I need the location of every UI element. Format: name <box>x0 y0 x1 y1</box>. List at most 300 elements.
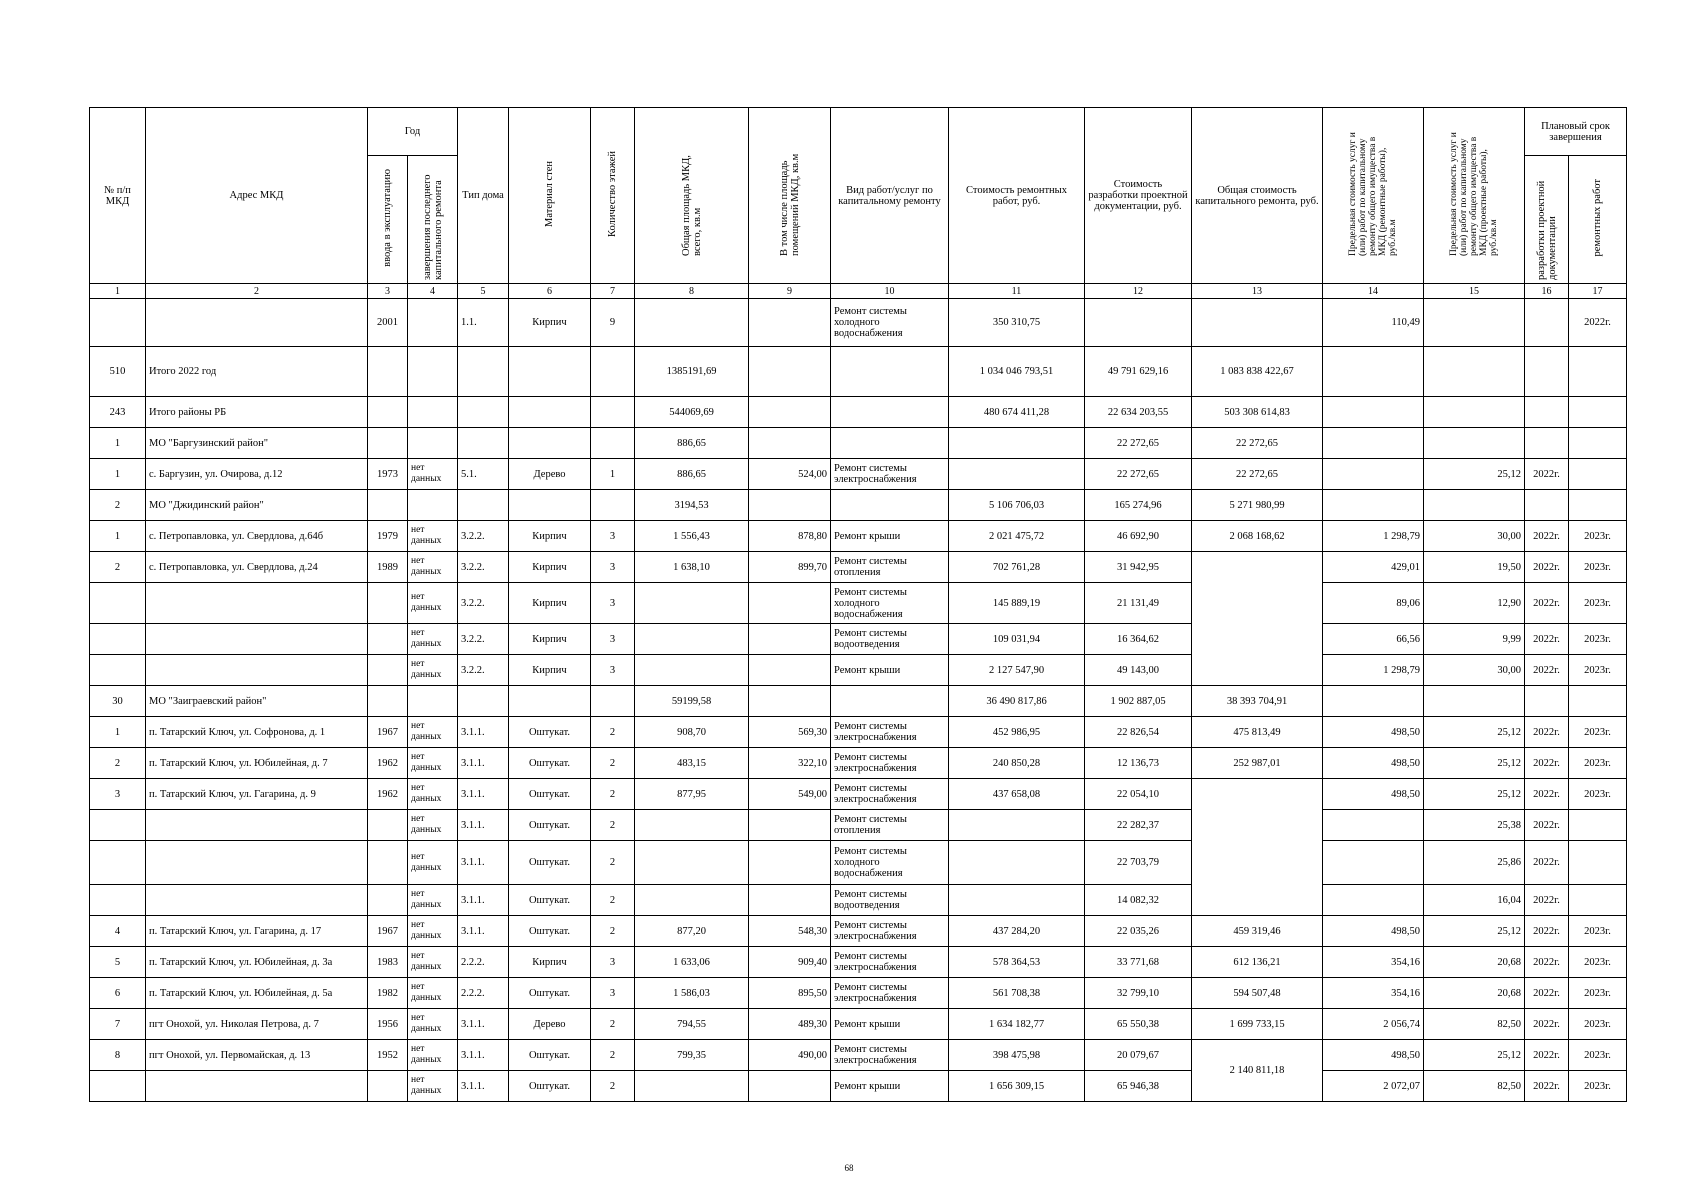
row-deadline-design <box>1525 299 1569 347</box>
col-number: 6 <box>509 284 591 299</box>
row-deadline-design: 2022г. <box>1525 552 1569 583</box>
row-premises-area: 878,80 <box>749 521 831 552</box>
row-limit-design: 25,12 <box>1424 717 1525 748</box>
row-deadline-design: 2022г. <box>1525 916 1569 947</box>
col-number: 10 <box>831 284 949 299</box>
row-address: пгт Онохой, ул. Первомайская, д. 13 <box>146 1040 368 1071</box>
row-limit-design: 25,12 <box>1424 916 1525 947</box>
row-year-last-repair <box>408 397 458 428</box>
row-deadline-repair: 2023г. <box>1569 779 1627 810</box>
row-work-type <box>831 347 949 397</box>
row-address <box>146 810 368 841</box>
row-address <box>146 583 368 624</box>
row-design-cost: 22 054,10 <box>1085 779 1192 810</box>
row-total-cost: 5 271 980,99 <box>1192 490 1323 521</box>
row-year-commission <box>368 841 408 885</box>
row-work-type: Ремонт системы электроснабжения <box>831 916 949 947</box>
row-premises-area <box>749 583 831 624</box>
row-year-commission: 1962 <box>368 748 408 779</box>
row-total-area <box>635 1071 749 1102</box>
row-year-last-repair: нет данных <box>408 1040 458 1071</box>
row-limit-design: 16,04 <box>1424 885 1525 916</box>
row-deadline-repair: 2023г. <box>1569 521 1627 552</box>
row-total-area: 1 586,03 <box>635 978 749 1009</box>
row-repair-cost: 561 708,38 <box>949 978 1085 1009</box>
row-limit-repair: 429,01 <box>1323 552 1424 583</box>
row-wall-material: Кирпич <box>509 583 591 624</box>
row-design-cost: 12 136,73 <box>1085 748 1192 779</box>
header-limit-design: Предельная стоимость услуг и (или) работ по капитальному ремонту общего имущества в МКД (проектные работы), руб./кв.м <box>1424 108 1525 284</box>
row-house-type: 3.1.1. <box>458 885 509 916</box>
row-floors: 2 <box>591 841 635 885</box>
row-work-type <box>831 397 949 428</box>
row-house-type: 3.1.1. <box>458 1009 509 1040</box>
row-limit-repair: 498,50 <box>1323 1040 1424 1071</box>
table-row <box>90 717 1627 748</box>
row-wall-material: Оштукат. <box>509 1071 591 1102</box>
row-limit-design: 25,12 <box>1424 779 1525 810</box>
row-wall-material: Оштукат. <box>509 978 591 1009</box>
row-total-area: 799,35 <box>635 1040 749 1071</box>
row-repair-cost: 437 658,08 <box>949 779 1085 810</box>
row-repair-cost: 452 986,95 <box>949 717 1085 748</box>
col-number: 14 <box>1323 284 1424 299</box>
row-work-type: Ремонт крыши <box>831 1009 949 1040</box>
row-work-type: Ремонт системы электроснабжения <box>831 779 949 810</box>
row-address: п. Татарский Ключ, ул. Софронова, д. 1 <box>146 717 368 748</box>
row-repair-cost <box>949 885 1085 916</box>
row-work-type: Ремонт системы отопления <box>831 552 949 583</box>
row-total-cost: 503 308 614,83 <box>1192 397 1323 428</box>
row-total-area <box>635 655 749 686</box>
row-wall-material: Оштукат. <box>509 717 591 748</box>
col-number: 16 <box>1525 284 1569 299</box>
row-year-last-repair: нет данных <box>408 779 458 810</box>
row-limit-design <box>1424 299 1525 347</box>
header-deadline: Плановый срок завершения <box>1525 108 1627 156</box>
row-premises-area <box>749 624 831 655</box>
row-floors: 2 <box>591 1040 635 1071</box>
col-number: 1 <box>90 284 146 299</box>
row-address: п. Татарский Ключ, ул. Гагарина, д. 9 <box>146 779 368 810</box>
row-total-cost: 612 136,21 <box>1192 947 1323 978</box>
row-work-type: Ремонт системы водоотведения <box>831 624 949 655</box>
row-year-last-repair: нет данных <box>408 552 458 583</box>
row-premises-area: 548,30 <box>749 916 831 947</box>
row-total-cost: 594 507,48 <box>1192 978 1323 1009</box>
row-deadline-repair: 2023г. <box>1569 978 1627 1009</box>
row-wall-material: Дерево <box>509 459 591 490</box>
row-limit-repair: 498,50 <box>1323 717 1424 748</box>
header-deadline-repair: ремонтных работ <box>1569 156 1627 284</box>
row-number: 30 <box>90 686 146 717</box>
row-floors: 2 <box>591 1009 635 1040</box>
row-design-cost: 20 079,67 <box>1085 1040 1192 1071</box>
row-work-type: Ремонт крыши <box>831 1071 949 1102</box>
row-total-cost: 1 699 733,15 <box>1192 1009 1323 1040</box>
row-house-type: 3.2.2. <box>458 583 509 624</box>
header-design-cost: Стоимость разработки проектной документации, руб. <box>1085 108 1192 284</box>
row-repair-cost: 240 850,28 <box>949 748 1085 779</box>
row-work-type: Ремонт системы холодного водоснабжения <box>831 299 949 347</box>
row-year-last-repair: нет данных <box>408 1009 458 1040</box>
col-number: 2 <box>146 284 368 299</box>
row-total-cost: 2 068 168,62 <box>1192 521 1323 552</box>
row-year-last-repair <box>408 299 458 347</box>
row-number: 3 <box>90 779 146 810</box>
table-row <box>90 841 1627 885</box>
row-limit-design: 9,99 <box>1424 624 1525 655</box>
row-limit-design <box>1424 490 1525 521</box>
row-year-commission <box>368 428 408 459</box>
row-year-commission <box>368 397 408 428</box>
row-address <box>146 841 368 885</box>
row-floors: 2 <box>591 1071 635 1102</box>
row-limit-design: 25,12 <box>1424 748 1525 779</box>
row-total-area: 483,15 <box>635 748 749 779</box>
row-house-type: 3.1.1. <box>458 916 509 947</box>
row-year-commission <box>368 490 408 521</box>
row-deadline-design: 2022г. <box>1525 1040 1569 1071</box>
row-limit-design <box>1424 397 1525 428</box>
row-limit-design: 82,50 <box>1424 1009 1525 1040</box>
row-work-type: Ремонт системы водоотведения <box>831 885 949 916</box>
col-number: 5 <box>458 284 509 299</box>
row-premises-area <box>749 1071 831 1102</box>
row-year-last-repair: нет данных <box>408 885 458 916</box>
row-repair-cost: 2 127 547,90 <box>949 655 1085 686</box>
row-total-area <box>635 885 749 916</box>
row-total-area: 59199,58 <box>635 686 749 717</box>
row-deadline-repair: 2023г. <box>1569 1040 1627 1071</box>
row-number <box>90 841 146 885</box>
row-house-type: 3.2.2. <box>458 624 509 655</box>
row-total-area: 886,65 <box>635 428 749 459</box>
row-total-area <box>635 583 749 624</box>
row-work-type: Ремонт системы электроснабжения <box>831 1040 949 1071</box>
row-deadline-repair <box>1569 459 1627 490</box>
row-limit-repair <box>1323 810 1424 841</box>
row-premises-area <box>749 841 831 885</box>
row-year-last-repair: нет данных <box>408 947 458 978</box>
row-deadline-repair <box>1569 347 1627 397</box>
row-address <box>146 885 368 916</box>
row-limit-repair: 1 298,79 <box>1323 521 1424 552</box>
row-deadline-design: 2022г. <box>1525 885 1569 916</box>
row-number: 8 <box>90 1040 146 1071</box>
row-deadline-design: 2022г. <box>1525 947 1569 978</box>
row-total-area: 1 638,10 <box>635 552 749 583</box>
row-house-type: 2.2.2. <box>458 947 509 978</box>
row-house-type: 3.2.2. <box>458 552 509 583</box>
row-design-cost: 22 035,26 <box>1085 916 1192 947</box>
row-repair-cost <box>949 841 1085 885</box>
row-floors <box>591 347 635 397</box>
row-number: 5 <box>90 947 146 978</box>
row-address: с. Петропавловка, ул. Свердлова, д.64б <box>146 521 368 552</box>
row-limit-repair: 354,16 <box>1323 947 1424 978</box>
row-number: 6 <box>90 978 146 1009</box>
row-repair-cost: 1 034 046 793,51 <box>949 347 1085 397</box>
row-design-cost: 22 282,37 <box>1085 810 1192 841</box>
row-floors <box>591 490 635 521</box>
row-limit-repair <box>1323 841 1424 885</box>
row-work-type: Ремонт крыши <box>831 521 949 552</box>
table-row <box>90 810 1627 841</box>
header-year: Год <box>368 108 458 156</box>
row-deadline-design: 2022г. <box>1525 748 1569 779</box>
row-deadline-design: 2022г. <box>1525 1071 1569 1102</box>
row-house-type: 1.1. <box>458 299 509 347</box>
table-row <box>90 428 1627 459</box>
table-row <box>90 583 1627 624</box>
table-row <box>90 347 1627 397</box>
row-house-type: 5.1. <box>458 459 509 490</box>
row-limit-design: 25,86 <box>1424 841 1525 885</box>
row-floors: 3 <box>591 552 635 583</box>
row-limit-repair: 2 056,74 <box>1323 1009 1424 1040</box>
row-design-cost: 22 272,65 <box>1085 459 1192 490</box>
row-house-type: 3.1.1. <box>458 841 509 885</box>
row-year-commission: 1973 <box>368 459 408 490</box>
row-house-type: 3.2.2. <box>458 655 509 686</box>
row-deadline-repair: 2023г. <box>1569 1071 1627 1102</box>
row-address: Итого 2022 год <box>146 347 368 397</box>
row-address <box>146 655 368 686</box>
row-floors <box>591 397 635 428</box>
col-number: 15 <box>1424 284 1525 299</box>
row-repair-cost: 1 634 182,77 <box>949 1009 1085 1040</box>
row-repair-cost: 1 656 309,15 <box>949 1071 1085 1102</box>
row-total-area <box>635 299 749 347</box>
row-design-cost: 22 826,54 <box>1085 717 1192 748</box>
row-limit-design <box>1424 347 1525 397</box>
table-row <box>90 916 1627 947</box>
row-deadline-design: 2022г. <box>1525 624 1569 655</box>
row-house-type <box>458 397 509 428</box>
col-number: 11 <box>949 284 1085 299</box>
row-deadline-repair <box>1569 841 1627 885</box>
row-number: 2 <box>90 748 146 779</box>
row-limit-repair: 2 072,07 <box>1323 1071 1424 1102</box>
row-floors: 3 <box>591 655 635 686</box>
row-year-commission <box>368 624 408 655</box>
header-deadline-design: разработки проектной документации <box>1525 156 1569 284</box>
row-number: 1 <box>90 459 146 490</box>
row-deadline-design <box>1525 428 1569 459</box>
row-deadline-repair: 2023г. <box>1569 655 1627 686</box>
row-year-commission: 1982 <box>368 978 408 1009</box>
row-work-type <box>831 428 949 459</box>
header-total-area: Общая площадь МКД, всего, кв.м <box>635 108 749 284</box>
row-deadline-repair: 2023г. <box>1569 916 1627 947</box>
row-year-last-repair <box>408 490 458 521</box>
row-wall-material: Кирпич <box>509 552 591 583</box>
header-year-last-repair: завершения последнего капитального ремонта <box>408 156 458 284</box>
row-total-cost: 22 272,65 <box>1192 428 1323 459</box>
col-number: 3 <box>368 284 408 299</box>
row-number <box>90 624 146 655</box>
row-design-cost: 1 902 887,05 <box>1085 686 1192 717</box>
row-year-commission: 1962 <box>368 779 408 810</box>
row-number: 1 <box>90 428 146 459</box>
table-body <box>90 299 1627 1102</box>
row-address: МО "Джидинский район" <box>146 490 368 521</box>
row-house-type: 3.1.1. <box>458 810 509 841</box>
row-premises-area <box>749 490 831 521</box>
header-limit-repair: Предельная стоимость услуг и (или) работ по капитальному ремонту общего имущества в МКД (ремонтные работы), руб./кв.м <box>1323 108 1424 284</box>
row-design-cost: 21 131,49 <box>1085 583 1192 624</box>
row-house-type: 3.1.1. <box>458 748 509 779</box>
row-premises-area: 909,40 <box>749 947 831 978</box>
table-row <box>90 552 1627 583</box>
row-deadline-design <box>1525 686 1569 717</box>
header-no: № п/п МКД <box>90 108 146 284</box>
table-row <box>90 655 1627 686</box>
row-total-area: 908,70 <box>635 717 749 748</box>
row-house-type <box>458 686 509 717</box>
row-number <box>90 583 146 624</box>
row-deadline-repair: 2023г. <box>1569 748 1627 779</box>
row-deadline-repair: 2023г. <box>1569 552 1627 583</box>
row-total-area: 1385191,69 <box>635 347 749 397</box>
row-number: 2 <box>90 490 146 521</box>
row-wall-material: Кирпич <box>509 947 591 978</box>
row-total-cost: 2 140 811,18 <box>1192 1040 1323 1102</box>
col-number: 13 <box>1192 284 1323 299</box>
row-premises-area: 895,50 <box>749 978 831 1009</box>
row-total-cost: 459 319,46 <box>1192 916 1323 947</box>
row-limit-repair <box>1323 428 1424 459</box>
row-address: п. Татарский Ключ, ул. Юбилейная, д. 3а <box>146 947 368 978</box>
row-repair-cost: 2 021 475,72 <box>949 521 1085 552</box>
header-work-type: Вид работ/услуг по капитальному ремонту <box>831 108 949 284</box>
row-wall-material: Оштукат. <box>509 748 591 779</box>
row-repair-cost <box>949 459 1085 490</box>
row-house-type: 3.1.1. <box>458 1040 509 1071</box>
row-limit-design: 25,38 <box>1424 810 1525 841</box>
row-total-area <box>635 841 749 885</box>
row-design-cost: 22 272,65 <box>1085 428 1192 459</box>
row-limit-repair: 66,56 <box>1323 624 1424 655</box>
row-premises-area <box>749 397 831 428</box>
header-floors: Количество этажей <box>591 108 635 284</box>
row-year-commission <box>368 686 408 717</box>
row-total-area: 877,95 <box>635 779 749 810</box>
row-house-type <box>458 428 509 459</box>
row-wall-material: Оштукат. <box>509 1040 591 1071</box>
row-deadline-repair: 2023г. <box>1569 717 1627 748</box>
row-floors: 2 <box>591 717 635 748</box>
row-floors: 9 <box>591 299 635 347</box>
row-year-commission: 1979 <box>368 521 408 552</box>
row-design-cost: 22 703,79 <box>1085 841 1192 885</box>
row-limit-design: 20,68 <box>1424 947 1525 978</box>
row-repair-cost: 145 889,19 <box>949 583 1085 624</box>
row-year-last-repair <box>408 428 458 459</box>
row-deadline-design <box>1525 490 1569 521</box>
row-total-cost: 1 083 838 422,67 <box>1192 347 1323 397</box>
row-repair-cost <box>949 428 1085 459</box>
row-premises-area <box>749 655 831 686</box>
row-total-cost <box>1192 779 1323 916</box>
row-total-cost: 252 987,01 <box>1192 748 1323 779</box>
row-premises-area <box>749 428 831 459</box>
table-row <box>90 459 1627 490</box>
row-design-cost: 65 550,38 <box>1085 1009 1192 1040</box>
row-year-last-repair: нет данных <box>408 916 458 947</box>
row-total-cost <box>1192 552 1323 686</box>
row-limit-design: 20,68 <box>1424 978 1525 1009</box>
row-address: п. Татарский Ключ, ул. Юбилейная, д. 7 <box>146 748 368 779</box>
row-deadline-repair <box>1569 686 1627 717</box>
row-limit-design <box>1424 428 1525 459</box>
row-total-area: 1 556,43 <box>635 521 749 552</box>
row-design-cost: 46 692,90 <box>1085 521 1192 552</box>
row-deadline-repair: 2023г. <box>1569 1009 1627 1040</box>
row-repair-cost <box>949 810 1085 841</box>
row-wall-material: Кирпич <box>509 624 591 655</box>
row-premises-area <box>749 299 831 347</box>
row-premises-area <box>749 686 831 717</box>
row-house-type: 2.2.2. <box>458 978 509 1009</box>
row-premises-area: 322,10 <box>749 748 831 779</box>
row-deadline-repair <box>1569 428 1627 459</box>
row-deadline-repair <box>1569 885 1627 916</box>
row-total-cost: 38 393 704,91 <box>1192 686 1323 717</box>
table-row <box>90 978 1627 1009</box>
row-wall-material <box>509 428 591 459</box>
row-floors: 3 <box>591 947 635 978</box>
header-repair-cost: Стоимость ремонтных работ, руб. <box>949 108 1085 284</box>
table-row <box>90 299 1627 347</box>
row-year-commission: 1983 <box>368 947 408 978</box>
table-row <box>90 521 1627 552</box>
row-address: пгт Онохой, ул. Николая Петрова, д. 7 <box>146 1009 368 1040</box>
table-row <box>90 490 1627 521</box>
row-limit-design: 30,00 <box>1424 655 1525 686</box>
row-deadline-design: 2022г. <box>1525 841 1569 885</box>
row-year-last-repair <box>408 686 458 717</box>
row-year-commission <box>368 810 408 841</box>
row-total-cost: 22 272,65 <box>1192 459 1323 490</box>
row-repair-cost: 398 475,98 <box>949 1040 1085 1071</box>
repair-program-table <box>89 107 1627 1102</box>
row-deadline-design <box>1525 397 1569 428</box>
row-year-last-repair: нет данных <box>408 521 458 552</box>
row-wall-material <box>509 397 591 428</box>
col-number: 7 <box>591 284 635 299</box>
row-limit-repair <box>1323 459 1424 490</box>
row-work-type <box>831 686 949 717</box>
row-deadline-design: 2022г. <box>1525 810 1569 841</box>
row-work-type: Ремонт системы холодного водоснабжения <box>831 841 949 885</box>
row-deadline-repair <box>1569 810 1627 841</box>
row-repair-cost: 350 310,75 <box>949 299 1085 347</box>
row-work-type: Ремонт системы электроснабжения <box>831 717 949 748</box>
row-deadline-design: 2022г. <box>1525 459 1569 490</box>
row-house-type: 3.1.1. <box>458 779 509 810</box>
row-design-cost: 22 634 203,55 <box>1085 397 1192 428</box>
row-year-commission <box>368 655 408 686</box>
row-number <box>90 299 146 347</box>
row-address <box>146 624 368 655</box>
row-design-cost: 49 791 629,16 <box>1085 347 1192 397</box>
row-premises-area: 899,70 <box>749 552 831 583</box>
row-year-commission <box>368 1071 408 1102</box>
row-work-type: Ремонт системы электроснабжения <box>831 748 949 779</box>
row-limit-design: 19,50 <box>1424 552 1525 583</box>
